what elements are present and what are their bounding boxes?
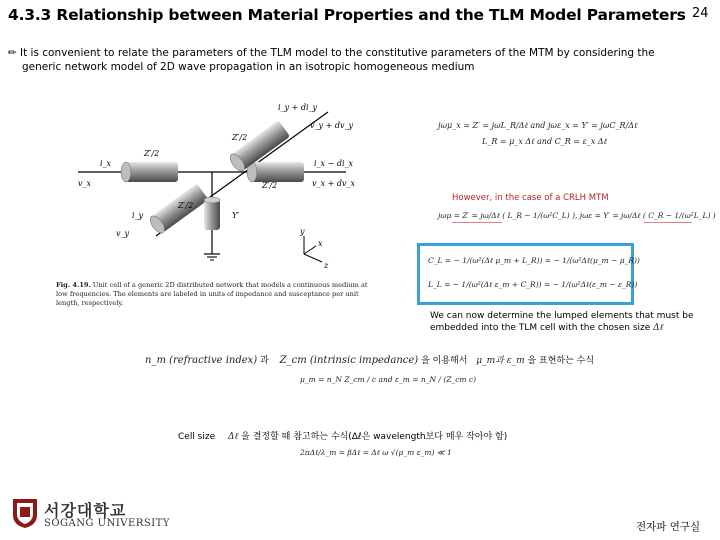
cell-size-prefix: Cell size xyxy=(178,432,216,442)
admittance-cylinder xyxy=(204,197,220,230)
equation-3: jωμ = Z′ = jω/Δℓ ( L_R − 1/(ω²C_L) ), jωε = Y′ = jω/Δℓ ( C_R − 1/(ω²L_L) ) xyxy=(438,211,716,220)
box-equation-1: C_L = − 1/(ω²(Δℓ μ_m + L_R)) = − 1/(ω²Δℓ(μ_m − μ_R)) xyxy=(428,256,640,265)
university-logo xyxy=(10,497,40,529)
label-iy-diy: i_y + di_y xyxy=(278,103,318,112)
lumped-elements-box xyxy=(417,243,640,305)
axis-x-label: x xyxy=(318,239,323,248)
label-ix: i_x xyxy=(100,159,112,168)
figure-caption xyxy=(56,281,376,308)
mu-eps-term: μ_m과 ε_m xyxy=(476,356,525,366)
label-iy: i_y xyxy=(132,211,144,220)
lab-name: 전자파 연구실 xyxy=(636,521,701,533)
box-equation-2: L_L = − 1/(ω²(Δℓ ε_m + C_R)) = − 1/(ω²Δℓ(ε_m − ε_R)) xyxy=(428,280,638,289)
cell-size-korean: 을 결정할 때 참고하는 수식(Δℓ은 wavelength보다 매우 작아야 함) xyxy=(241,432,508,442)
conjunction-1: 과 xyxy=(260,356,269,366)
equation-1: jωμ_x = Z′ = jωL_R/Δℓ and jωε_x = Y′ = jωC_R/Δℓ xyxy=(438,121,638,130)
label-yp: Y′ xyxy=(232,211,240,220)
equation-2: L_R = μ_x Δℓ and C_R = ε_x Δℓ xyxy=(482,137,608,146)
delta-l-symbol: Δℓ xyxy=(653,323,664,333)
underline-right xyxy=(644,222,692,223)
equation-4: μ_m = n_N Z_cm / c and ε_m = n_N / (Z_cm c) xyxy=(300,375,477,384)
lumped-note-line-1: We can now determine the lumped elements that must be xyxy=(430,311,694,321)
lumped-note-line-2: embedded into the TLM cell with the chosen size Δℓ xyxy=(430,323,664,333)
korean-expression: 을 표현하는 수식 xyxy=(527,356,595,366)
pencil-icon: ✏ xyxy=(8,47,17,59)
university-seal-icon xyxy=(10,497,40,529)
lumped-note xyxy=(430,310,714,334)
unit-cell-figure xyxy=(56,96,356,276)
caption-label: Fig. 4.19. xyxy=(56,281,91,289)
label-vx: v_x xyxy=(78,179,92,188)
underline-left xyxy=(452,222,502,223)
page-number: 24 xyxy=(692,6,709,21)
label-vx-dvx: v_x + dv_x xyxy=(312,179,355,188)
label-zp2-bottom: Z′/2 xyxy=(178,201,194,210)
impedance-cylinder-left xyxy=(121,162,178,182)
intro-line-1: It is convenient to relate the parameters of the TLM model to the constitutive parameters of the MTM by considering the xyxy=(20,47,655,59)
axis-y-label: y xyxy=(300,227,305,236)
korean-using: 을 이용해서 xyxy=(421,356,468,366)
cell-size-line xyxy=(178,429,507,442)
korean-relation-line xyxy=(145,353,594,366)
intrinsic-impedance-term: Z_cm (intrinsic impedance) xyxy=(279,355,419,366)
axis-z-label: z xyxy=(324,261,329,270)
equation-5: 2πΔℓ/λ_m = βΔℓ = Δℓ ω √(μ_m ε_m) ≪ 1 xyxy=(300,448,452,457)
label-zp2-top: Z′/2 xyxy=(232,133,248,142)
intro-line-2: generic network model of 2D wave propagation in an isotropic homogeneous medium xyxy=(22,61,475,73)
label-ix-dix: i_x − di_x xyxy=(314,159,354,168)
caption-text: Unit cell of a generic 2D distributed network that models a continuous medium at low frequencies. The elements are labeled in units of impedance and susceptance per unit length, respectively. xyxy=(56,281,368,307)
impedance-cylinder-right xyxy=(247,162,304,182)
page-title: 4.3.3 Relationship between Material Properties and the TLM Model Parameters xyxy=(8,6,686,24)
label-vy: v_y xyxy=(116,229,130,238)
label-zp2-right: Z′/2 xyxy=(262,181,278,190)
crlh-note: However, in the case of a CRLH MTM xyxy=(452,193,609,203)
refractive-index-term: n_m (refractive index) xyxy=(145,355,258,366)
ground-icon xyxy=(204,254,220,260)
label-vy-dvy: v_y + dv_y xyxy=(310,121,353,130)
university-name-korean: 서강대학교 xyxy=(44,501,127,520)
university-name-english: SOGANG UNIVERSITY xyxy=(44,518,170,529)
label-zp2-left: Z′/2 xyxy=(144,149,160,158)
cell-size-symbol: Δℓ xyxy=(228,432,239,442)
intro-paragraph xyxy=(8,46,712,74)
